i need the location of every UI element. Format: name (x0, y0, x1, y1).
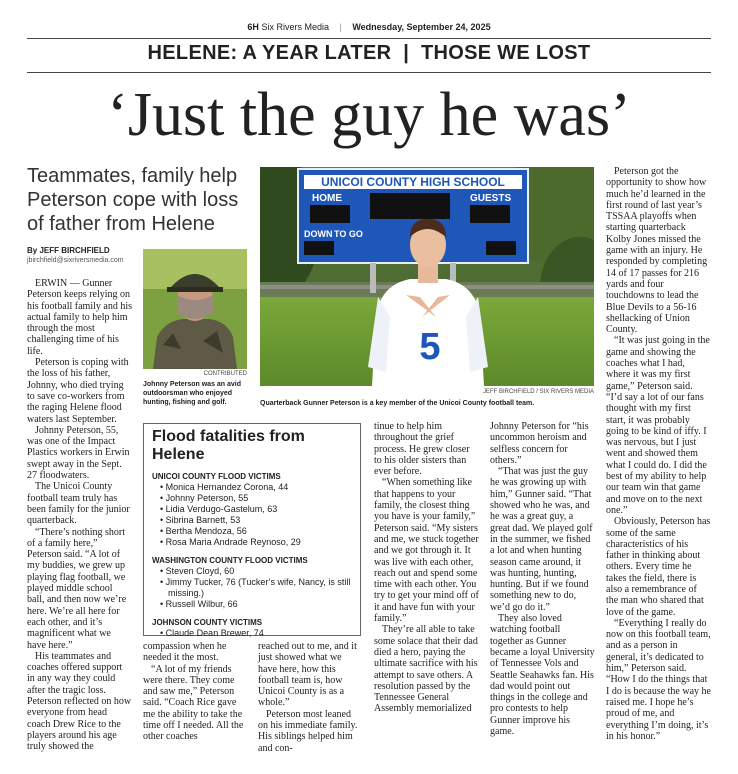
paragraph: Peterson got the opportunity to show how much he’d learned in the first round of last year’s TSSAA playoffs when starting quarterback Kolby Jones missed the game with an injury. He responded by completing 14 of 17 passes for 216 yards and four touchdowns to lead the Blue Devils to a 56-16 shellacking of Union County. (606, 166, 708, 336)
victim-name: • Monica Hernandez Corona, 44 (160, 482, 352, 493)
deck: Teammates, family help Peterson cope with loss of father from Helene (27, 165, 239, 235)
byline-email: jbirchfield@sixriversmedia.com (27, 257, 124, 264)
victim-name: • Lidia Verdugo-Gastelum, 63 (160, 504, 352, 515)
paragraph: His teammates and coaches offered support in any way they could after the tragic loss. Peterson reflected on how everyone from head coach Drew Rice to the players around his age truly showed the (27, 650, 132, 753)
paragraph: Johnny Peterson, 55, was one of the Impact Plastics workers in Erwin swept away in the Sept. 27 floodwaters. (27, 424, 130, 482)
paragraph: “It was just going in the game and showing the coaches what I had, where it was my first game,” Peterson said. “I’d say a lot of our fans thought with my first start, it was probably going to be kind of iffy. I was nervous, but I just went and showed them what I could do. I did the best of my ability to help our team win that game and move on to the next one.” (606, 335, 710, 516)
kicker-right: THOSE WE LOST (420, 42, 591, 64)
victim-name: • Jimmy Tucker, 76 (Tucker’s wife, Nancy, is still missing.) (160, 577, 352, 599)
factbox-group-heading: WASHINGTON COUNTY FLOOD VICTIMS (152, 556, 308, 565)
victim-name: • Sibrina Barnett, 53 (160, 515, 352, 526)
paragraph: Obviously, Peterson has some of the same characteristics of his father in thinking about others. Every time he takes the field, there is also a remembrance of the man who shared that love of the game. (606, 516, 711, 618)
paragraph: They’re all able to take some solace that their dad died a hero, paying the ultimate sacrifice with his attempt to save others. A resolution passed by the Tennessee General Assembly memorialized (374, 624, 478, 715)
article-column-4 (490, 421, 595, 737)
byline (27, 246, 124, 266)
paragraph: “Everything I really do now on this football team, and as a person in general, it’s dedicated to him,” Peterson said. “How I do the things that I do is because the way he raised me. I hope he’s proud of me, and everything I’m doing, it’s in his honor.” (606, 617, 711, 742)
small-photo (143, 249, 247, 369)
paragraph: compassion when he needed it the most. (143, 641, 227, 664)
kicker-rule (27, 72, 711, 73)
main-photo (260, 167, 594, 386)
paragraph: “When something like that happens to your family, the closest thing you have is your family,” Peterson said. “My sisters and me, we stuck together and we got through it. It was live with each other, reach out and spend some time with each other. You try to get your mind off of it and have fun with your family.” (374, 477, 479, 625)
kicker-left: HELENE: A YEAR LATER (147, 42, 392, 64)
paragraph: “A lot of my friends were there. They come and saw me,” Peterson said. “Coach Rice gave me the ability to take the time off I needed. All the other coaches (143, 663, 244, 743)
article-column-3 (374, 421, 479, 715)
kicker-divider: | (403, 42, 410, 64)
paragraph: They also loved watching football together as Gunner became a loyal University of Tennessee Vols and Seattle Seahawks fan. His dad would point out things in the college and pro contests to help Gunner improve his game. (490, 613, 595, 738)
page-folio (0, 22, 738, 32)
byline-author: By JEFF BIRCHFIELD (27, 246, 110, 255)
victim-list (152, 482, 352, 548)
flood-fatalities-box (143, 423, 361, 636)
article-column-1 (27, 278, 132, 752)
paragraph: The Unicoi County football team truly has been family for the junior quarterback. (27, 481, 130, 527)
factbox-title: Flood fatalities from Helene (152, 428, 305, 463)
page-number: 6H (247, 22, 259, 32)
scoreboard-title: UNICOI COUNTY HIGH SCHOOL (321, 175, 505, 189)
victim-name: • Bertha Mendoza, 56 (160, 526, 352, 537)
paragraph: “That was just the guy he was growing up with him,” Gunner said. “That showed who he was, and he was a great guy, a great dad. We played golf in the summer, we fished a lot and when hunting season came around, it was hunting, hunting, hunting. But if we found something new to do, we’d go do it.” (490, 466, 593, 613)
small-photo-credit: CONTRIBUTED (203, 371, 247, 377)
victim-list (152, 628, 352, 639)
article-column-3a (258, 641, 362, 754)
victim-name: • Johnny Peterson, 55 (160, 493, 352, 504)
section-kicker (0, 42, 738, 65)
main-photo-caption: Quarterback Gunner Peterson is a key member of the Unicoi County football team. (260, 400, 535, 407)
paragraph: Johnny Peterson for “his uncommon heroism and selfless concern for others.” (490, 421, 589, 466)
victim-list (152, 566, 352, 610)
scoreboard-guests: GUESTS (470, 193, 512, 204)
page-date: Wednesday, September 24, 2025 (352, 22, 491, 32)
paragraph: reached out to me, and it just showed what we have here, how this football team is, how Unicoi County is as a whole.” (258, 641, 357, 709)
top-rule (27, 38, 711, 39)
paragraph: Peterson is coping with the loss of his father, Johnny, who died trying to save co-workers from the raging Helene flood waters last September. (27, 357, 129, 425)
factbox-group-heading: JOHNSON COUNTY VICTIMS (152, 618, 263, 627)
scoreboard-to-go: TO GO (334, 229, 363, 239)
paragraph: Peterson most leaned on his immediate family. His siblings helped him and con- (258, 708, 358, 754)
main-photo-credit: JEFF BIRCHFIELD / SIX RIVERS MEDIA (482, 389, 594, 395)
scoreboard-home: HOME (312, 193, 342, 204)
scoreboard-down: DOWN (304, 229, 333, 239)
victim-name: • Steven Cloyd, 60 (160, 566, 352, 577)
jersey-number: 5 (419, 326, 441, 368)
headline: ‘Just the guy he was’ (107, 81, 631, 149)
article-column-2 (143, 641, 247, 743)
small-photo-caption: Johnny Peterson was an avid outdoorsman who enjoyed hunting, fishing and golf. (143, 381, 242, 406)
main-photo-illustration (260, 167, 594, 386)
paragraph: tinue to help him throughout the grief process. He grew closer to his older sisters than ever before. (374, 421, 470, 478)
small-photo-illustration (143, 249, 247, 369)
article-column-5 (606, 166, 711, 742)
paragraph: ERWIN — Gunner Peterson keeps relying on his football family and his actual family to help him through the most challenging time of his life. (27, 278, 132, 357)
folio-separator: | (339, 22, 342, 32)
victim-name: • Russell Wilbur, 66 (160, 599, 352, 610)
factbox-group-heading: UNICOI COUNTY FLOOD VICTIMS (152, 472, 281, 481)
victim-name: • Rosa Maria Andrade Reynoso, 29 (160, 537, 352, 548)
victim-name: • Claude Dean Brewer, 74 (160, 628, 352, 639)
publication-name: Six Rivers Media (261, 22, 329, 32)
paragraph: “There’s nothing short of a family here,” Peterson said. “A lot of my buddies, we grew up playing flag football, we played middle school ball, and then now we’re here. We’re all here for each other, and it’s magnificent what we have here.” (27, 526, 127, 651)
